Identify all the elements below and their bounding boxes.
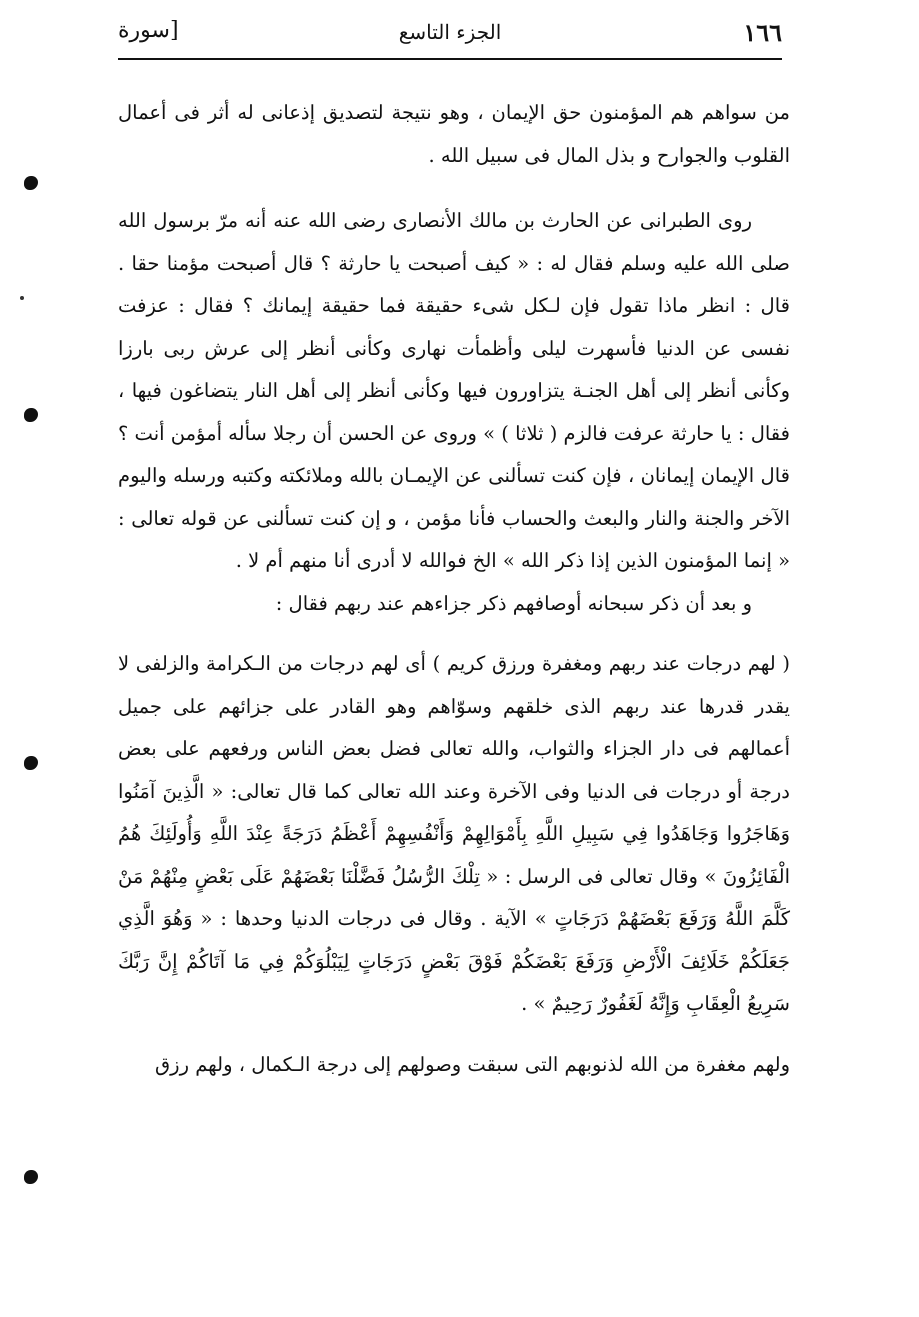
margin-blot <box>24 408 38 422</box>
paragraph-3: و بعد أن ذكر سبحانه أوصافهم ذكر جزاءهم عند ربهم فقال : <box>275 591 752 615</box>
margin-blot <box>24 176 38 190</box>
paragraph-2: روى الطبرانى عن الحارث بن مالك الأنصارى رضى الله عنه أنه مرّ برسول الله صلى الله عليه وسلم فقال له : « كيف أصبحت يا حارثة ؟ قال أصبحت مؤمنا حقا . قال : انظر ماذا تقول فإن لـكل شىء حقيقة فما حقيقة إيمانك ؟ فقال : عزفت نفسى عن الدنيا فأسهرت ليلى وأظمأت نهارى وكأنى أنظر إلى عرش ربى بارزا وكأنى أنظر إلى أهل الجنـة يتزاورون فيها وكأنى أنظر إلى أهل النار يتضاغون فيها ، فقال : يا حارثة عرفت فالزم ( ثلاثا ) » وروى عن الحسن أن رجلا سأله أمؤمن أنت ؟ قال الإيمان إيمانان ، فإن كنت تسألنى عن الإيمـان بالله وملائكته وكتبه ورسله واليوم الآخر والجنة والنار والبعث والحساب فأنا مؤمن ، و إن كنت تسألنى عن قوله تعالى : « إنما المؤمنون الذين إذا ذكر الله » الخ فوالله لا أدرى أنا منهم أم لا . <box>118 209 790 572</box>
page-header <box>118 14 782 60</box>
paragraph-1: من سواهم هم المؤمنون حق الإيمان ، وهو نتيجة لتصديق إذعانى له أثر فى أعمال القلوب والجوارح و بذل المال فى سبيل الله . <box>118 101 790 167</box>
page-number: ١٦٦ <box>743 18 782 47</box>
header-rule <box>118 58 782 60</box>
part-title: الجزء التاسع <box>398 20 502 44</box>
body-text <box>118 92 790 1086</box>
margin-blot <box>24 756 38 770</box>
margin-blot <box>24 1170 38 1184</box>
paragraph-5: ولهم مغفرة من الله لذنوبهم التى سبقت وصولهم إلى درجة الـكمال ، ولهم رزق <box>155 1052 790 1076</box>
paragraph-4: ( لهم درجات عند ربهم ومغفرة ورزق كريم ) أى لهم درجات من الـكرامة والزلفى لا يقدر قدرها عند ربهم الذى خلقهم وسوّاهم وهو القادر على جزائهم على جميل أعمالهم فى دار الجزاء والثواب، والله تعالى فضل بعض الناس ورفعهم على بعض درجة أو درجات فى الدنيا وفى الآخرة وعند الله تعالى كما قال تعالى: « الَّذِينَ آمَنُوا وَهَاجَرُوا وَجَاهَدُوا فِي سَبِيلِ اللَّهِ بِأَمْوَالِهِمْ وَأَنْفُسِهِمْ أَعْظَمُ دَرَجَةً عِنْدَ اللَّهِ وَأُولَئِكَ هُمُ الْفَائِزُونَ » وقال تعالى فى الرسل : « تِلْكَ الرُّسُلُ فَضَّلْنَا بَعْضَهُمْ عَلَى بَعْضٍ مِنْهُمْ مَنْ كَلَّمَ اللَّهُ وَرَفَعَ بَعْضَهُمْ دَرَجَاتٍ » الآية . وقال فى درجات الدنيا وحدها : « وَهُوَ الَّذِي جَعَلَكُمْ خَلَائِفَ الْأَرْضِ وَرَفَعَ بَعْضَكُمْ فَوْقَ بَعْضٍ دَرَجَاتٍ لِيَبْلُوَكُمْ فِي مَا آتَاكُمْ إِنَّ رَبَّكَ سَرِيعُ الْعِقَابِ وَإِنَّهُ لَغَفُورٌ رَحِيمٌ » . <box>118 652 790 1015</box>
sura-label: [سورة <box>118 18 179 43</box>
margin-dot <box>20 296 24 300</box>
